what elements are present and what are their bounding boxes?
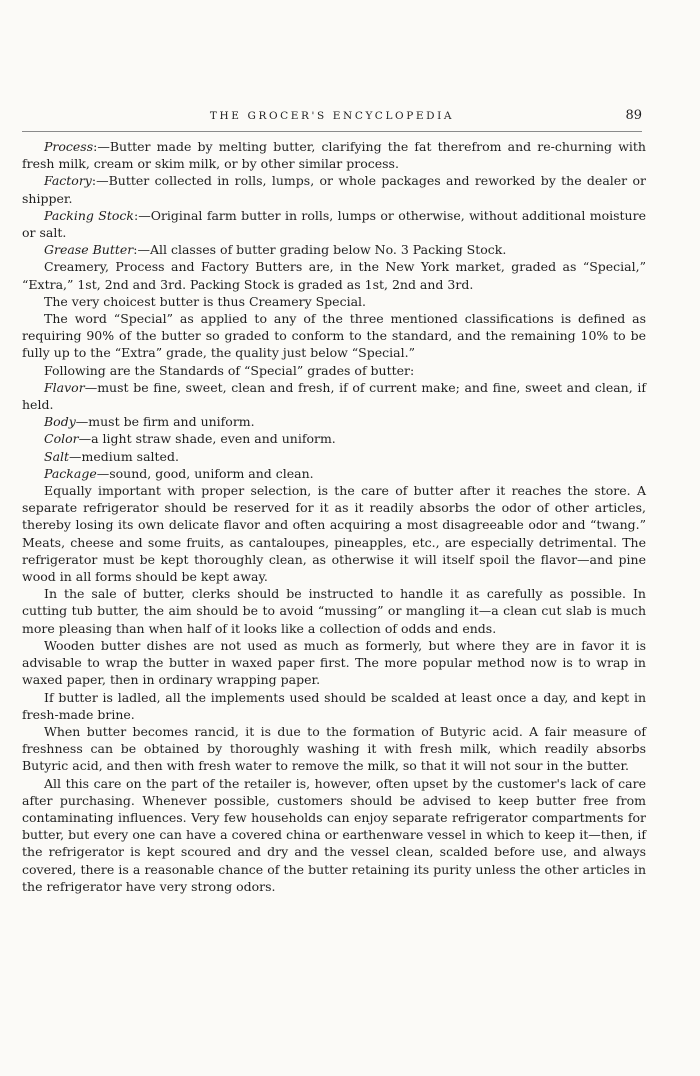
paragraph (22, 465, 646, 482)
paragraph-text: Equally important with proper selection, is the care of butter after it reaches the store. A separate refrigerator should be reserved for it as it readily absorbs the odor of other articles, thereby losing its own delicate flavor and often acquiring a most disagreeable odor and “twang.” Meats, cheese and some fruits, as cantaloupes, pineapples, etc., are especially detrimental. The refrigerator must be kept thoroughly clean, as otherwise it will itself spoil the flavor—and pine wood in all forms should be kept away. (22, 483, 646, 585)
paragraph (22, 362, 646, 379)
paragraph (22, 482, 646, 585)
paragraph-text: Creamery, Process and Factory Butters are, in the New York market, graded as “Special,” “Extra,” 1st, 2nd and 3rd. Packing Stock is graded as 1st, 2nd and 3rd. (22, 259, 646, 292)
paragraph-text: —must be fine, sweet, clean and fresh, if of current make; and fine, sweet and clean, if held. (22, 379, 646, 413)
paragraph-text: —a light straw shade, even and uniform. (78, 431, 336, 447)
running-title: THE GROCER'S ENCYCLOPEDIA (209, 110, 455, 122)
paragraph-text: :—Original farm butter in rolls, lumps or otherwise, without additional moisture or salt. (22, 207, 646, 241)
paragraph (22, 430, 646, 447)
paragraph-text: The word “Special” as applied to any of the three mentioned classifications is defined as requiring 90% of the butter so graded to conform to the standard, and the remaining 10% to be fully up to the “Extra” grade, the quality just below “Special.” (22, 311, 646, 361)
paragraph-text: Wooden butter dishes are not used as much as formerly, but where they are in favor it is advisable to wrap the butter in waxed paper first. The more popular method now is to wrap in waxed paper, then in ordinary wrapping paper. (22, 637, 646, 688)
paragraph-term: Body (44, 414, 76, 430)
page-number: 89 (625, 108, 642, 123)
paragraph (22, 413, 646, 430)
paragraph-text: When butter becomes rancid, it is due to the formation of Butyric acid. A fair measure of freshness can be obtained by thoroughly washing it with fresh milk, which readily absorbs Butyric acid, and then with fresh water to remove the milk, so that it will not sour in the butter. (22, 723, 646, 774)
paragraph-text: All this care on the part of the retailer is, however, often upset by the customer's lack of care after purchasing. Whenever possible, customers should be advised to keep butter free from contaminating influences. Very few households can enjoy separate refrigerator compartments for butter, but every one can have a covered china or earthenware vessel in which to keep it—then, if the refrigerator is kept scoured and dry and the vessel clean, scalded before use, and always covered, there is a reasonable chance of the butter retaining its purity unless the other articles in the refrigerator have very strong odors. (22, 775, 646, 894)
body-text (22, 138, 646, 895)
paragraph-text: Following are the Standards of “Special” grades of butter: (44, 362, 415, 378)
paragraph-text: :—Butter collected in rolls, lumps, or whole packages and reworked by the dealer or shipper. (22, 173, 646, 206)
paragraph-text: In the sale of butter, clerks should be instructed to handle it as carefully as possible. In cutting tub butter, the aim should be to avoid “mussing” or mangling it—a clean cut slab is much more pleasing than when half of it looks like a collection of odds and ends. (22, 586, 646, 636)
paragraph (22, 723, 646, 775)
paragraph-term: Factory (44, 173, 92, 189)
paragraph (22, 293, 646, 310)
paragraph-text: :—All classes of butter grading below No. 3 Packing Stock. (133, 242, 507, 258)
paragraph-term: Process (44, 139, 94, 154)
paragraph-text: If butter is ladled, all the implements used should be scalded at least once a day, and kept in fresh-made brine. (22, 689, 646, 722)
paragraph-term: Color (44, 431, 79, 447)
paragraph (22, 138, 646, 172)
document-page (22, 105, 646, 895)
paragraph-text: —sound, good, uniform and clean. (96, 465, 314, 481)
paragraph-term: Flavor (44, 379, 85, 395)
paragraph (22, 379, 646, 413)
running-header (22, 105, 642, 132)
paragraph (22, 207, 646, 241)
paragraph (22, 241, 646, 258)
paragraph (22, 689, 646, 723)
paragraph-term: Package (44, 465, 97, 481)
paragraph (22, 637, 646, 689)
paragraph (22, 775, 646, 895)
paragraph-text: The very choicest butter is thus Creamery Special. (44, 293, 366, 309)
paragraph-text: —medium salted. (69, 448, 179, 464)
paragraph-term: Salt (44, 448, 70, 464)
paragraph-term: Grease Butter (44, 242, 134, 258)
paragraph (22, 448, 646, 465)
paragraph (22, 310, 646, 362)
paragraph (22, 258, 646, 292)
paragraph-text: :—Butter made by melting butter, clarifying the fat therefrom and re-churning with fresh milk, cream or skim milk, or by other similar process. (22, 139, 646, 172)
paragraph-term: Packing Stock (44, 207, 134, 223)
paragraph (22, 585, 646, 637)
paragraph-text: —must be firm and uniform. (75, 414, 255, 430)
paragraph (22, 172, 646, 206)
